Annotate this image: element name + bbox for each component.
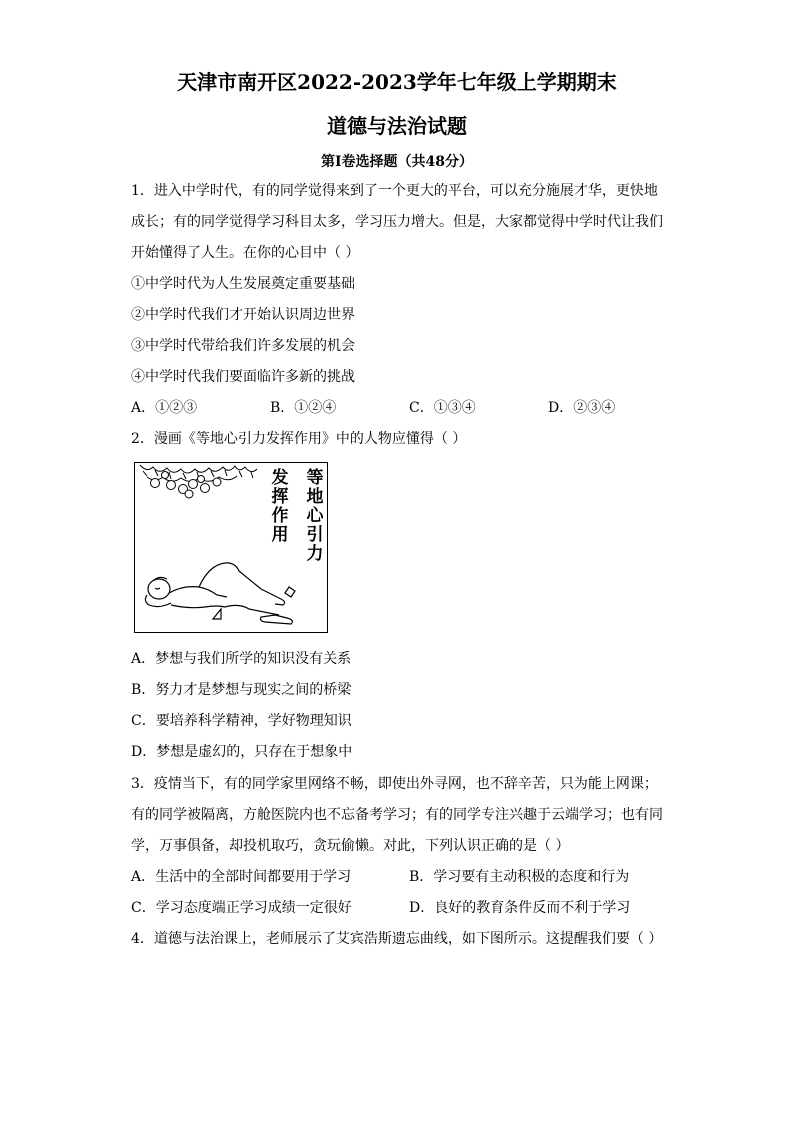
q2-option-d[interactable]: D．梦想是虚幻的，只存在于想象中 [131,744,353,760]
q1-stem-line: 成长；有的同学觉得学习科目太多，学习压力增大。但是，大家都觉得中学时代让我们 [131,214,663,230]
q3-option-a[interactable]: A．生活中的全部时间都要用于学习 [131,869,352,885]
q2-option-a[interactable]: A．梦想与我们所学的知识没有关系 [131,651,352,667]
q3-stem-line: 学，万事俱备，却投机取巧，贪玩偷懒。对此，下列认识正确的是（ ） [131,838,570,854]
cartoon-drawing [135,463,327,632]
q2-option-c[interactable]: C．要培养科学精神，学好物理知识 [131,713,352,729]
q2-stem: 2．漫画《等地心引力发挥作用》中的人物应懂得（ ） [131,431,467,447]
cartoon-caption-right: 等地心引力 [306,468,324,564]
q4-stem: 4．道德与法治课上，老师展示了艾宾浩斯遗忘曲线，如下图所示。这提醒我们要（ ） [131,931,663,947]
cartoon-image [134,462,328,633]
q1-option-a[interactable]: A．①②③ [131,400,198,416]
q3-option-b[interactable]: B．学习要有主动积极的态度和行为 [409,869,630,885]
q1-option-d[interactable]: D．②③④ [548,400,616,416]
cartoon-caption-left: 发挥作用 [271,468,289,545]
q2-option-b[interactable]: B．努力才是梦想与现实之间的桥梁 [131,682,352,698]
q3-option-c[interactable]: C．学习态度端正学习成绩一定很好 [131,900,352,916]
q1-option-c[interactable]: C．①③④ [409,400,476,416]
exam-title: 天津市南开区2022-2023学年七年级上学期期末 [177,70,617,94]
q3-stem-line: 3．疫情当下，有的同学家里网络不畅，即使出外寻网，也不辞辛苦，只为能上网课； [131,776,658,792]
q3-stem-line: 有的同学被隔离，方舱医院内也不忘备考学习；有的同学专注兴趣于云端学习；也有同 [131,807,663,823]
section-heading: 第Ⅰ卷选择题（共48分） [320,154,474,170]
q3-option-d[interactable]: D．良好的教育条件反而不利于学习 [409,900,631,916]
q1-statement: ④中学时代我们要面临许多新的挑战 [131,369,355,385]
q1-option-b[interactable]: B．①②④ [270,400,337,416]
q1-statement: ①中学时代为人生发展奠定重要基础 [131,276,355,292]
exam-subject: 道德与法治试题 [327,114,467,138]
q1-statement: ③中学时代带给我们许多发展的机会 [131,338,355,354]
q1-statement: ②中学时代我们才开始认识周边世界 [131,307,355,323]
q1-stem-line: 开始懂得了人生。在你的心目中（ ） [131,245,360,261]
q1-stem-line: 1．进入中学时代，有的同学觉得来到了一个更大的平台，可以充分施展才华，更快地 [131,183,658,199]
